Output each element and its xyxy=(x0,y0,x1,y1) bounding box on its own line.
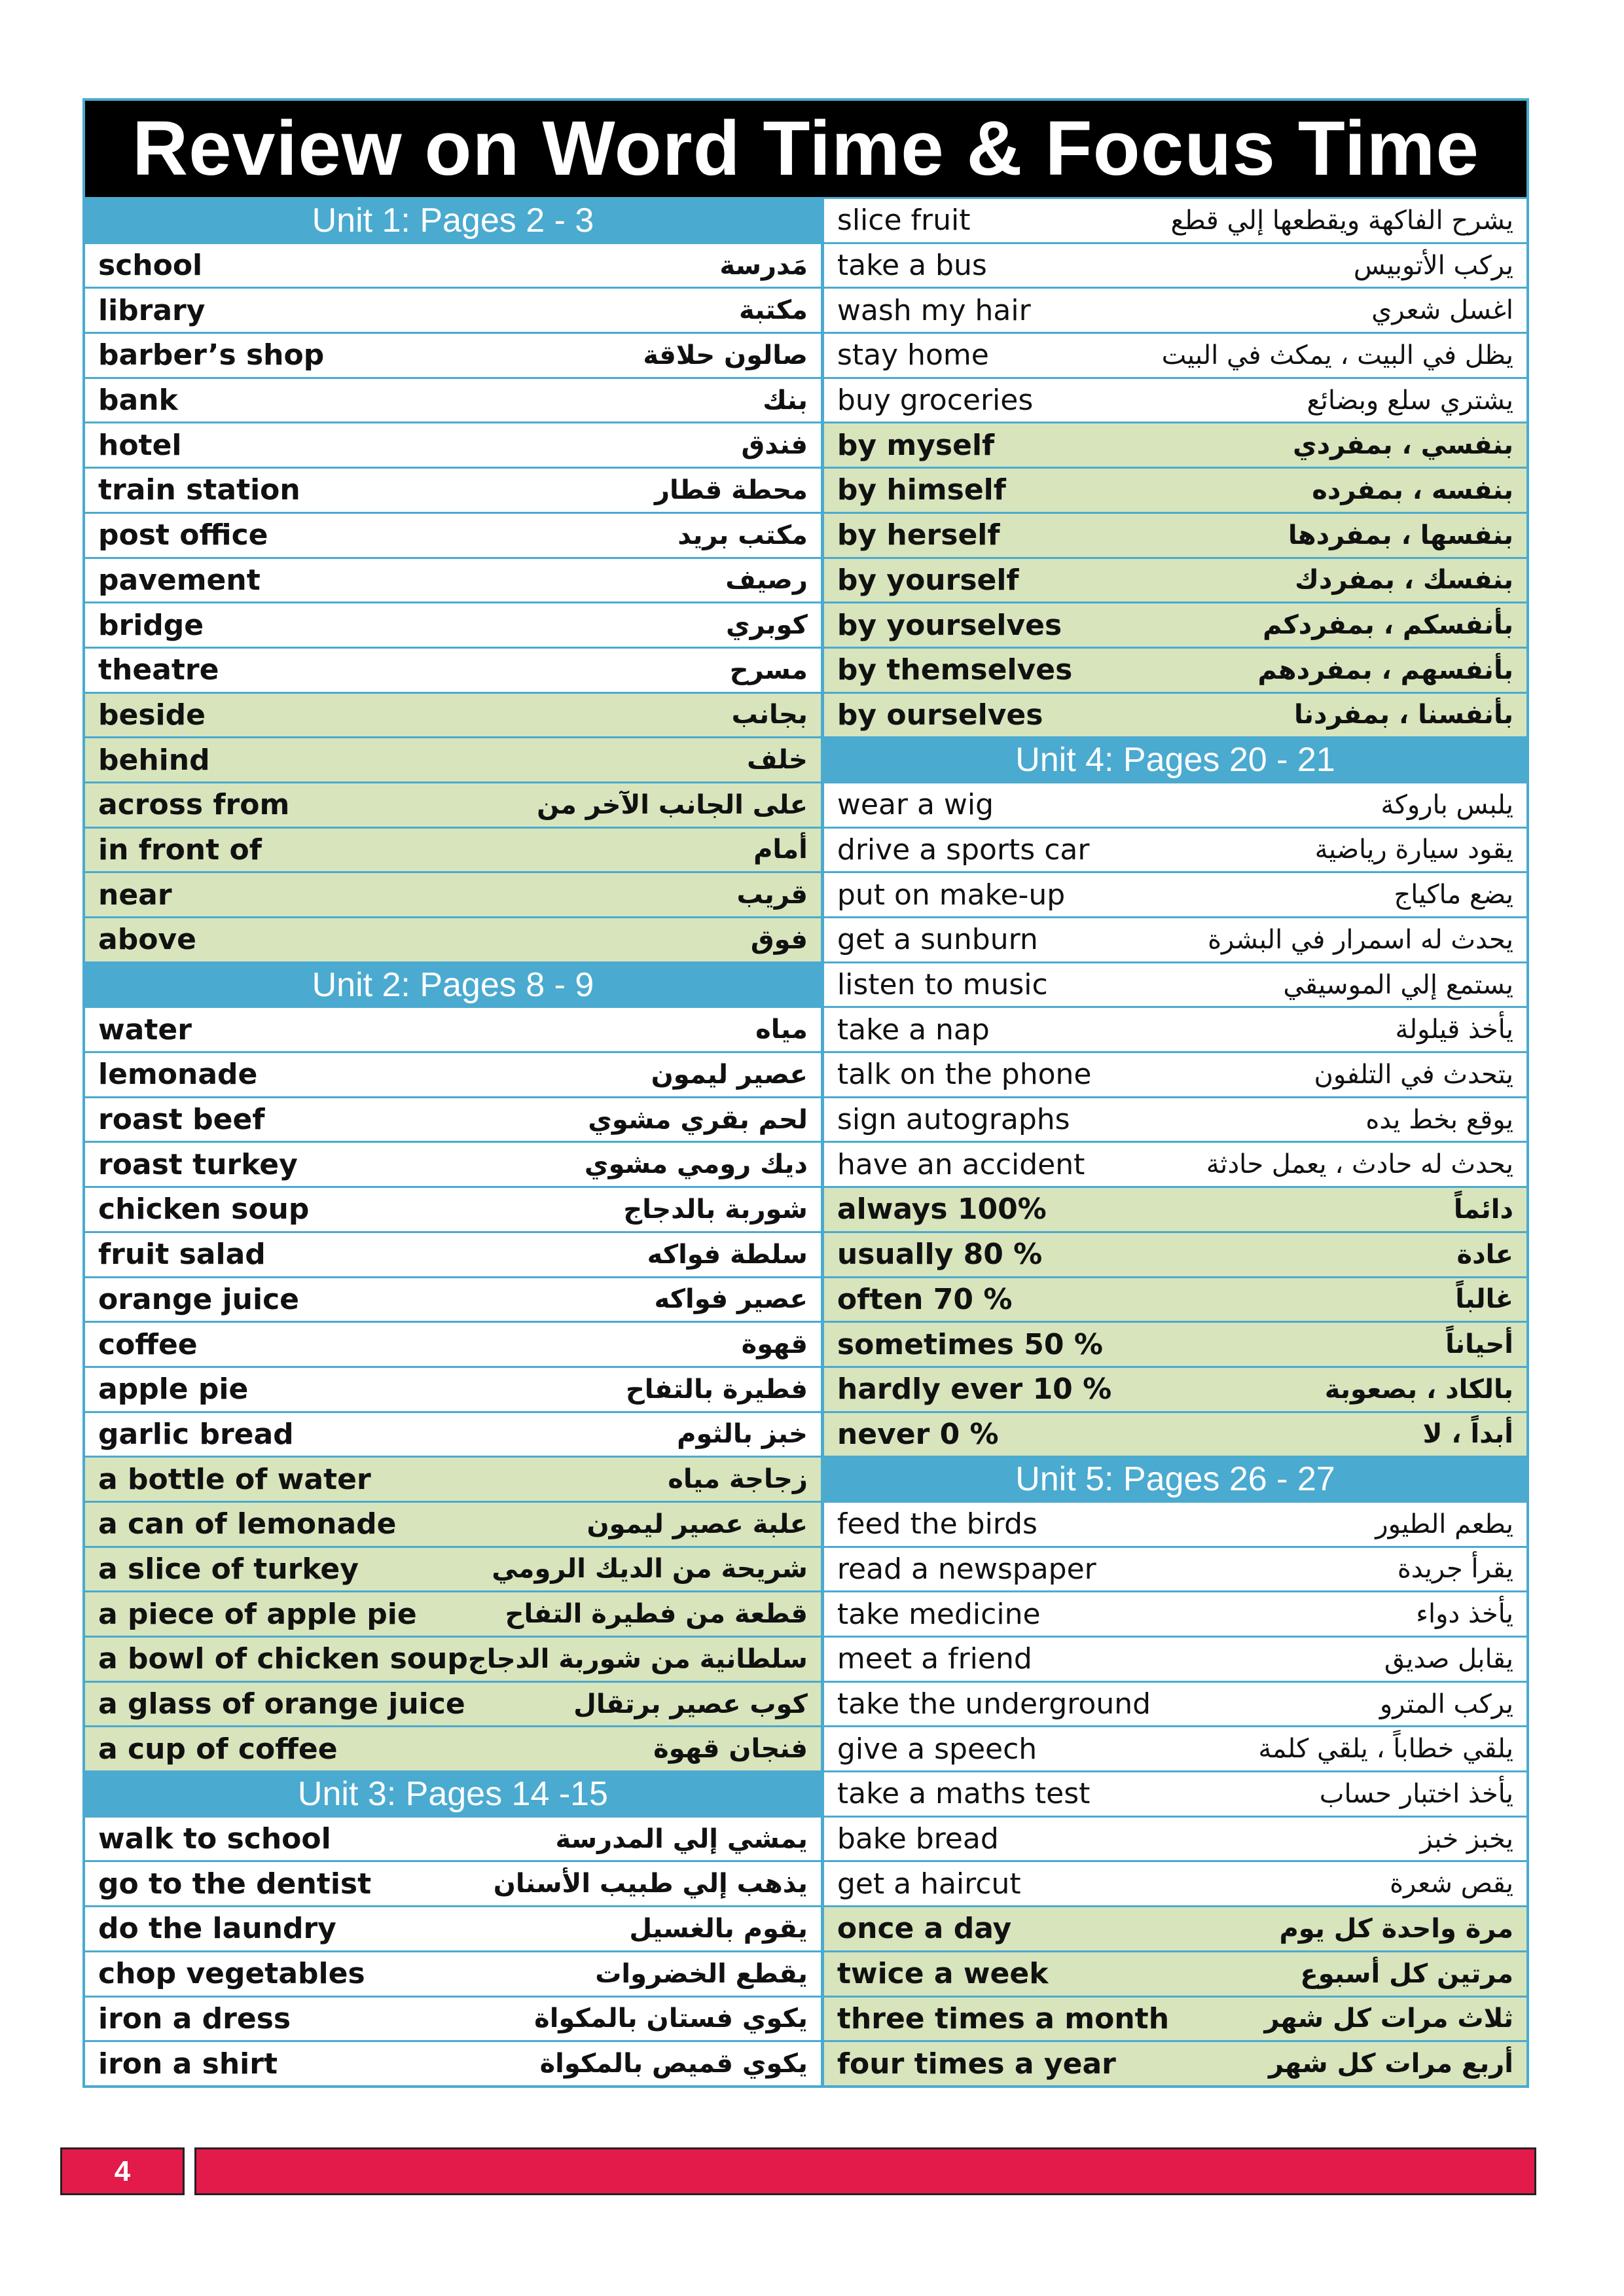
english-term: in front of xyxy=(98,833,262,867)
vocab-row xyxy=(824,827,1526,872)
vocab-row xyxy=(85,1411,821,1456)
vocab-row xyxy=(824,1231,1526,1276)
vocab-row xyxy=(824,692,1526,737)
arabic-translation: رصيف xyxy=(725,565,808,596)
english-term: coffee xyxy=(98,1327,198,1361)
left-column xyxy=(85,197,821,2085)
english-term: feed the birds xyxy=(837,1507,1038,1541)
arabic-translation: يكوي فستان بالمكواة xyxy=(534,2003,808,2034)
arabic-translation: يأخذ اختبار حساب xyxy=(1319,1778,1513,1809)
english-term: read a newspaper xyxy=(837,1552,1096,1586)
english-term: lemonade xyxy=(98,1058,258,1092)
english-term: iron a shirt xyxy=(98,2047,278,2081)
vocab-row xyxy=(824,1411,1526,1456)
english-term: garlic bread xyxy=(98,1417,294,1451)
vocab-row xyxy=(824,601,1526,647)
vocab-row xyxy=(824,1860,1526,1905)
vocab-row xyxy=(824,377,1526,422)
unit-header: Unit 2: Pages 8 - 9 xyxy=(85,961,821,1007)
arabic-translation: قطعة من فطيرة التفاح xyxy=(505,1599,808,1630)
vocab-row xyxy=(824,557,1526,602)
vocab-row xyxy=(85,1141,821,1186)
english-term: iron a dress xyxy=(98,2001,291,2036)
english-term: above xyxy=(98,923,196,957)
vocab-row xyxy=(85,1725,821,1770)
footer-bar xyxy=(194,2147,1536,2195)
arabic-translation: يقابل صديق xyxy=(1384,1643,1513,1674)
vocab-row xyxy=(824,1141,1526,1186)
vocab-row xyxy=(85,601,821,647)
vocab-row xyxy=(85,736,821,781)
english-term: bridge xyxy=(98,608,204,642)
vocab-row xyxy=(85,377,821,422)
page-number: 4 xyxy=(60,2147,185,2195)
arabic-translation: شوربة بالدجاج xyxy=(623,1194,808,1225)
vocab-row xyxy=(824,1950,1526,1996)
english-term: post office xyxy=(98,518,268,552)
vocab-row xyxy=(824,512,1526,557)
english-term: drive a sports car xyxy=(837,833,1090,867)
english-term: wear a wig xyxy=(837,788,994,822)
arabic-translation: بنفسه ، بمفرده xyxy=(1312,475,1513,505)
arabic-translation: يأخذ دواء xyxy=(1416,1599,1513,1630)
vocab-row xyxy=(85,1905,821,1950)
vocab-row xyxy=(824,1770,1526,1816)
arabic-translation: يتحدث في التلفون xyxy=(1314,1059,1513,1090)
vocab-row xyxy=(85,1501,821,1546)
english-term: theatre xyxy=(98,653,219,687)
vocab-row xyxy=(824,287,1526,332)
vocab-row xyxy=(85,781,821,827)
english-term: a bowl of chicken soup xyxy=(98,1642,468,1676)
arabic-translation: كوب عصير برتقال xyxy=(573,1689,808,1719)
arabic-translation: سلطانية من شوربة الدجاج xyxy=(467,1643,808,1674)
english-term: once a day xyxy=(837,1912,1012,1946)
english-term: a can of lemonade xyxy=(98,1507,397,1541)
arabic-translation: يلقي خطاباً ، يلقي كلمة xyxy=(1258,1734,1513,1765)
vocab-row xyxy=(824,1051,1526,1096)
arabic-translation: محطة قطار xyxy=(654,475,808,505)
arabic-translation: يقود سيارة رياضية xyxy=(1314,834,1513,865)
english-term: stay home xyxy=(837,338,989,372)
arabic-translation: شريحة من الديك الرومي xyxy=(492,1554,808,1585)
vocab-row xyxy=(824,1276,1526,1321)
vocab-row xyxy=(85,1006,821,1051)
arabic-translation: بنفسك ، بمفردك xyxy=(1295,565,1513,596)
vocab-row xyxy=(824,422,1526,467)
vocab-row xyxy=(824,242,1526,287)
arabic-translation: اغسل شعري xyxy=(1371,295,1513,326)
english-term: by himself xyxy=(837,473,1006,507)
arabic-translation: كوبري xyxy=(725,610,808,641)
english-term: give a speech xyxy=(837,1732,1038,1766)
arabic-translation: بجانب xyxy=(731,700,808,730)
vocab-row xyxy=(85,332,821,377)
arabic-translation: يركب المترو xyxy=(1379,1689,1513,1719)
arabic-translation: لحم بقري مشوي xyxy=(588,1104,808,1135)
english-term: fruit salad xyxy=(98,1238,266,1272)
vocab-row xyxy=(824,781,1526,827)
arabic-translation: خبز بالثوم xyxy=(677,1419,808,1450)
english-term: by herself xyxy=(837,518,1000,552)
english-term: a glass of orange juice xyxy=(98,1687,465,1721)
arabic-translation: بالكاد ، بصعوبة xyxy=(1324,1374,1513,1405)
arabic-translation: يطعم الطيور xyxy=(1375,1509,1513,1539)
vocab-row xyxy=(824,1725,1526,1770)
english-term: always 100% xyxy=(837,1193,1047,1227)
vocab-row xyxy=(824,1905,1526,1950)
arabic-translation: يستمع إلي الموسيقي xyxy=(1283,969,1513,1000)
english-term: often 70 % xyxy=(837,1282,1013,1316)
english-term: three times a month xyxy=(837,2001,1170,2036)
english-term: take a nap xyxy=(837,1013,990,1047)
english-term: buy groceries xyxy=(837,384,1034,418)
english-term: by themselves xyxy=(837,653,1073,687)
vocab-row xyxy=(85,1636,821,1681)
unit-header: Unit 1: Pages 2 - 3 xyxy=(85,197,821,242)
vocab-row xyxy=(85,1996,821,2041)
english-term: roast turkey xyxy=(98,1147,298,1181)
arabic-translation: صالون حلاقة xyxy=(643,340,808,370)
vocab-row xyxy=(85,871,821,916)
vocab-row xyxy=(85,1546,821,1591)
vocab-row xyxy=(85,1096,821,1141)
arabic-translation: قريب xyxy=(736,880,808,910)
arabic-translation: أربع مرات كل شهر xyxy=(1268,2049,1513,2079)
vocab-row xyxy=(85,1590,821,1636)
english-term: train station xyxy=(98,473,300,507)
arabic-translation: مَدرسة xyxy=(719,250,808,281)
arabic-translation: فوق xyxy=(750,924,808,955)
arabic-translation: يقص شعرة xyxy=(1390,1869,1513,1899)
english-term: school xyxy=(98,249,203,283)
vocab-row xyxy=(824,1590,1526,1636)
english-term: by myself xyxy=(837,428,995,462)
arabic-translation: يحدث له حادث ، يعمل حادثة xyxy=(1206,1149,1513,1180)
english-term: near xyxy=(98,878,172,912)
vocab-row xyxy=(824,1636,1526,1681)
english-term: go to the dentist xyxy=(98,1867,372,1901)
english-term: orange juice xyxy=(98,1282,300,1316)
vocab-row xyxy=(85,512,821,557)
arabic-translation: مكتبة xyxy=(738,295,808,326)
vocab-row xyxy=(85,1321,821,1366)
english-term: bake bread xyxy=(837,1822,999,1856)
vocab-row xyxy=(85,916,821,961)
english-term: usually 80 % xyxy=(837,1238,1043,1272)
english-term: slice fruit xyxy=(837,204,971,238)
english-term: apple pie xyxy=(98,1372,249,1407)
vocab-row xyxy=(85,692,821,737)
english-term: behind xyxy=(98,743,210,777)
page-title: Review on Word Time & Focus Time xyxy=(85,101,1526,197)
vocab-row xyxy=(824,871,1526,916)
arabic-translation: عصير ليمون xyxy=(651,1059,808,1090)
arabic-translation: فطيرة بالتفاح xyxy=(625,1374,808,1405)
vocab-row xyxy=(85,1456,821,1501)
vocab-row xyxy=(824,1006,1526,1051)
arabic-translation: عصير فواكه xyxy=(654,1284,808,1315)
arabic-translation: مكتب بريد xyxy=(677,520,808,550)
english-term: chop vegetables xyxy=(98,1957,365,1991)
arabic-translation: دائماً xyxy=(1453,1194,1513,1225)
arabic-translation: بأنفسهم ، بمفردهم xyxy=(1257,655,1513,685)
arabic-translation: أمام xyxy=(753,834,808,865)
vocab-row xyxy=(824,197,1526,242)
vocab-row xyxy=(85,1681,821,1726)
vocab-row xyxy=(85,1276,821,1321)
vocab-row xyxy=(85,422,821,467)
english-term: take a bus xyxy=(837,249,987,283)
vocab-row xyxy=(824,961,1526,1007)
arabic-translation: مياه xyxy=(755,1014,808,1045)
vocab-row xyxy=(824,1681,1526,1726)
english-term: talk on the phone xyxy=(837,1058,1092,1092)
vocab-row xyxy=(85,2040,821,2085)
unit-header: Unit 3: Pages 14 -15 xyxy=(85,1770,821,1816)
unit-header: Unit 5: Pages 26 - 27 xyxy=(824,1456,1526,1501)
vocab-row xyxy=(824,1501,1526,1546)
english-term: chicken soup xyxy=(98,1193,310,1227)
arabic-translation: يكوي قميص بالمكواة xyxy=(539,2049,808,2079)
vocab-row xyxy=(85,1051,821,1096)
english-term: walk to school xyxy=(98,1822,331,1856)
english-term: hardly ever 10 % xyxy=(837,1372,1112,1407)
arabic-translation: ثلاث مرات كل شهر xyxy=(1264,2003,1513,2034)
english-term: wash my hair xyxy=(837,293,1031,327)
english-term: get a haircut xyxy=(837,1867,1021,1901)
vocab-row xyxy=(85,1950,821,1996)
english-term: by ourselves xyxy=(837,698,1043,732)
arabic-translation: مسرح xyxy=(729,655,808,685)
arabic-translation: بأنفسنا ، بمفردنا xyxy=(1293,700,1513,730)
vocab-row xyxy=(85,557,821,602)
english-term: across from xyxy=(98,788,290,822)
arabic-translation: يركب الأتوبيس xyxy=(1353,250,1513,281)
english-term: get a sunburn xyxy=(837,923,1038,957)
arabic-translation: بنك xyxy=(763,385,808,416)
arabic-translation: مرتين كل أسبوع xyxy=(1300,1958,1513,1989)
vocab-row xyxy=(824,2040,1526,2085)
vocab-row xyxy=(824,916,1526,961)
vocab-row xyxy=(824,1186,1526,1231)
english-term: pavement xyxy=(98,563,261,597)
vocab-row xyxy=(85,1816,821,1861)
english-term: take medicine xyxy=(837,1597,1041,1631)
vocab-row xyxy=(85,1186,821,1231)
vocab-row xyxy=(824,467,1526,512)
english-term: a slice of turkey xyxy=(98,1552,359,1586)
arabic-translation: غالباً xyxy=(1455,1284,1513,1315)
arabic-translation: يذهب إلي طبيب الأسنان xyxy=(493,1869,808,1899)
arabic-translation: علبة عصير ليمون xyxy=(586,1509,808,1539)
arabic-translation: خلف xyxy=(747,745,808,776)
english-term: sign autographs xyxy=(837,1103,1070,1137)
arabic-translation: سلطة فواكه xyxy=(647,1239,808,1270)
english-term: put on make-up xyxy=(837,878,1066,912)
unit-header: Unit 4: Pages 20 - 21 xyxy=(824,736,1526,781)
english-term: beside xyxy=(98,698,206,732)
vocab-row xyxy=(85,242,821,287)
vocab-row xyxy=(824,1816,1526,1861)
arabic-translation: يضع ماكياج xyxy=(1394,880,1513,910)
vocabulary-grid xyxy=(85,197,1526,2085)
english-term: do the laundry xyxy=(98,1912,336,1946)
english-term: take the underground xyxy=(837,1687,1151,1721)
arabic-translation: عادة xyxy=(1456,1239,1513,1270)
arabic-translation: يخبز خبز xyxy=(1420,1823,1513,1854)
vocab-row xyxy=(824,1996,1526,2041)
arabic-translation: على الجانب الآخر من xyxy=(537,789,808,820)
vocab-row xyxy=(85,467,821,512)
arabic-translation: قهوة xyxy=(741,1329,808,1360)
arabic-translation: بنفسي ، بمفردي xyxy=(1292,430,1513,461)
arabic-translation: بأنفسكم ، بمفردكم xyxy=(1263,610,1513,641)
english-term: sometimes 50 % xyxy=(837,1327,1103,1361)
english-term: by yourselves xyxy=(837,608,1062,642)
vocab-row xyxy=(824,1321,1526,1366)
english-term: roast beef xyxy=(98,1103,265,1137)
vocab-row xyxy=(824,332,1526,377)
english-term: bank xyxy=(98,384,178,418)
arabic-translation: يمشي إلي المدرسة xyxy=(555,1823,808,1854)
arabic-translation: يحدث له اسمرار في البشرة xyxy=(1208,924,1513,955)
arabic-translation: يظل في البيت ، يمكث في البيت xyxy=(1161,340,1513,370)
vocab-row xyxy=(85,647,821,692)
vocab-row xyxy=(85,827,821,872)
english-term: four times a year xyxy=(837,2047,1116,2081)
arabic-translation: يشتري سلع وبضائع xyxy=(1307,385,1513,416)
english-term: a piece of apple pie xyxy=(98,1597,417,1631)
arabic-translation: بنفسها ، بمفردها xyxy=(1288,520,1513,550)
vocabulary-sheet xyxy=(82,98,1529,2088)
arabic-translation: أبداً ، لا xyxy=(1422,1419,1513,1450)
arabic-translation: يشرح الفاكهة ويقطعها إلي قطع xyxy=(1170,205,1513,236)
vocab-row xyxy=(824,647,1526,692)
arabic-translation: فندق xyxy=(741,430,808,461)
english-term: hotel xyxy=(98,428,182,462)
english-term: meet a friend xyxy=(837,1642,1032,1676)
vocab-row xyxy=(85,1860,821,1905)
vocab-row xyxy=(824,1096,1526,1141)
vocab-row xyxy=(824,1366,1526,1411)
english-term: library xyxy=(98,293,206,327)
vocab-row xyxy=(85,287,821,332)
right-column xyxy=(821,197,1526,2085)
vocab-row xyxy=(824,1546,1526,1591)
arabic-translation: يأخذ قيلولة xyxy=(1395,1014,1513,1045)
english-term: take a maths test xyxy=(837,1777,1091,1811)
arabic-translation: أحياناً xyxy=(1445,1329,1513,1360)
arabic-translation: مرة واحدة كل يوم xyxy=(1279,1913,1513,1944)
arabic-translation: يقطع الخضروات xyxy=(595,1958,808,1989)
arabic-translation: يوقع بخط يده xyxy=(1365,1104,1513,1135)
english-term: barber’s shop xyxy=(98,338,325,372)
arabic-translation: يقرأ جريدة xyxy=(1397,1554,1513,1585)
english-term: by yourself xyxy=(837,563,1019,597)
arabic-translation: فنجان قهوة xyxy=(653,1734,808,1765)
english-term: a bottle of water xyxy=(98,1462,371,1496)
vocab-row xyxy=(85,1366,821,1411)
english-term: never 0 % xyxy=(837,1417,999,1451)
english-term: a cup of coffee xyxy=(98,1732,338,1766)
english-term: water xyxy=(98,1013,192,1047)
arabic-translation: زجاجة مياه xyxy=(668,1464,808,1495)
vocab-row xyxy=(85,1231,821,1276)
english-term: listen to music xyxy=(837,968,1048,1002)
english-term: have an accident xyxy=(837,1147,1085,1181)
arabic-translation: ديك رومي مشوي xyxy=(584,1149,808,1180)
arabic-translation: يلبس باروكة xyxy=(1380,789,1513,820)
english-term: twice a week xyxy=(837,1957,1049,1991)
arabic-translation: يقوم بالغسيل xyxy=(629,1913,808,1944)
